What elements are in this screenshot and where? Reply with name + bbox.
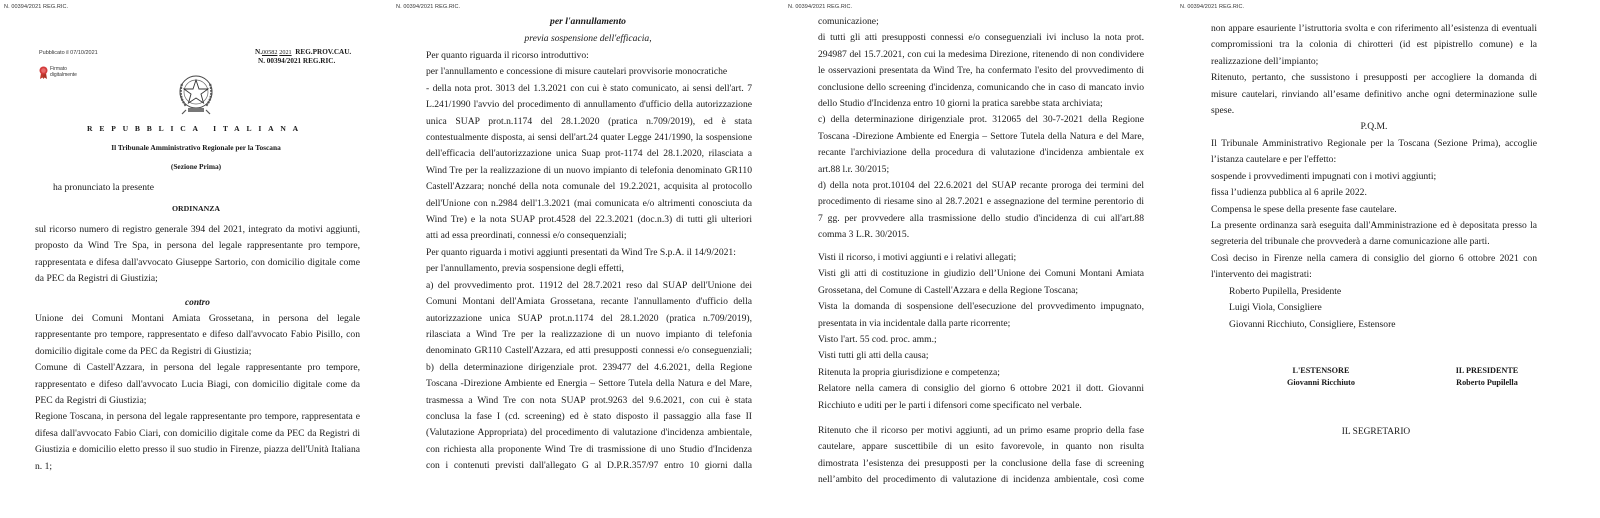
publication-date: Pubblicato il 07/10/2021 <box>39 50 98 56</box>
text-line: unica SUAP prot.n.1174 del 28.1.2020 (pratica n.709/2019), ed è stata <box>426 115 752 127</box>
judge-item: Giovanni Ricchiuto, Consigliere, Estensore <box>1229 318 1396 330</box>
text-line: Visti il ricorso, i motivi aggiunti e i relativi allegati; <box>818 252 1017 263</box>
text-line: autorizzazione unica SUAP prot.n.1174 del 28.1.2020 (pratica n.709/2019), <box>426 312 752 324</box>
text-line: Visto l'art. 55 cod. proc. amm.; <box>818 334 937 346</box>
presidente-signature <box>1412 365 1562 389</box>
reg-number: 00582 <box>262 49 278 56</box>
text-line: (Valutazione Appropriata) del procedimento di valutazione d'incidenza ambientale, <box>426 427 752 439</box>
text-line: 294987 del 15.7.2021, con cui la medesima Direzione, ritenendo di non condividere <box>818 48 1144 60</box>
text-line: con i contenuti previsti dall'allegato G al D.P.R.357/97 entro 10 giorni dalla <box>426 460 752 472</box>
text-line: sospende i provvedimenti impugnati con i motivi aggiunti; <box>1211 170 1437 182</box>
presidente-title: IL PRESIDENTE <box>1455 366 1519 375</box>
text-line: spese. <box>1211 105 1235 117</box>
ruling-text <box>1211 136 1537 284</box>
text-line: c) della determinazione dirigenziale prot. 312065 del 30-7-2021 della Regione <box>818 114 1144 126</box>
text-line: non appare esauriente l’istruttoria svolta e con riferimento all’esistenza di eventuali <box>1211 23 1537 34</box>
judge-item: Luigi Viola, Consigliere <box>1229 302 1322 314</box>
seal-ribbon-icon <box>39 66 48 79</box>
text-line: b) della determinazione dirigenziale prot. 239477 del 4.6.2021, della Regione <box>426 361 752 373</box>
text-line: conclusa la fase I (cd. screening) ed è stato disposto il passaggio alla fase II <box>426 410 752 422</box>
text-line: difesa dall'avvocato Fabio Ciari, con domicilio digitale come da PEC da Registri di <box>35 427 360 439</box>
text-line: di tutti gli atti presupposti connessi e/o conseguenziali ivi incluso la nota prot. <box>818 32 1144 44</box>
text-line: le osservazioni presentata da Wind Tre, ha confermato l'esito del provvedimento di <box>818 65 1144 77</box>
respondents-paragraph <box>35 311 360 475</box>
reasoning-text <box>818 423 1144 489</box>
text-line: misure cautelari, rinviando all’esame definitivo anche ogni determinazione sulle <box>1211 88 1537 100</box>
section-heading: (Sezione Prima) <box>170 162 222 171</box>
text-line: nell’ambito del procedimento di valutazione di incidenza ambientale, così come <box>818 474 1144 486</box>
text-line: Wind Tre) e la nota SUAP prot.4528 del 22.3.2021 (doc.n.3) di tutti gli ulteriori <box>426 214 752 226</box>
text-line: dell'Unione con n.2984 dell'1.3.2021 (mai comunicata e/o altrimenti conosciuta da <box>426 197 752 209</box>
suspension-heading: previa sospensione dell'efficacia, <box>524 33 652 44</box>
text-line: Regione Toscana, in persona del legale rappresentante pro tempore, rappresentata e <box>35 411 360 423</box>
text-line: Comuni Montani dell'Amiata Grossetana, recante l'annullamento d'ufficio della <box>426 296 752 308</box>
text-line: Wind Tre per la realizzazione di un nuovo impianto di telefonia denominato GR110 <box>426 164 752 176</box>
text-line: l'intervento dei magistrati: <box>1211 269 1312 281</box>
text-line: domicilio digitale come da PEC da Registri di Giustizia; <box>35 345 252 357</box>
running-header: N. 00394/2021 REG.RIC. <box>1180 4 1245 10</box>
text-line: Per quanto riguarda il ricorso introduttivo: <box>426 50 589 61</box>
text-line: proposto da Wind Tre Spa, in persona del legale rappresentante pro tempore, <box>35 240 360 252</box>
republic-heading: REPUBBLICA ITALIANA <box>87 124 305 133</box>
text-line: presentata in via incidentale dalla parte ricorrente; <box>818 317 1011 329</box>
text-line: trasmessa a Wind Tre con nota SUAP prot.9263 del 9.6.2021, con cui è stata <box>426 394 752 406</box>
reasoning-continued-text <box>1211 21 1537 119</box>
text-line: procedimento di riesame sino al 28.7.2021 e assegnazione del termine perentorio di <box>818 196 1144 208</box>
text-line: recante l'archiviazione della procedura di valutazione d'incidenza ambientale ex <box>818 147 1144 159</box>
text-line: a) del provvedimento prot. 11912 del 28.7.2021 reso dal SUAP dell'Unione dei <box>426 279 752 291</box>
text-line: Toscana -Direzione Ambiente ed Energia – Settore Tutela della Natura e del Mare, <box>426 378 752 390</box>
text-line: Unione dei Comuni Montani Amiata Grossetana, in persona del legale <box>35 313 360 324</box>
text-line: Comune di Castell'Azzara, in persona del legale rappresentante pro tempore, <box>35 362 360 374</box>
reg-prefix: N. <box>255 48 262 56</box>
text-line: La presente ordinanza sarà eseguita dall'Amministrazione ed è depositata presso la <box>1211 220 1537 232</box>
text-line: realizzazione dell’impianto; <box>1211 55 1319 67</box>
text-line: fissa l’udienza pubblica al 6 aprile 2022. <box>1211 187 1367 199</box>
document-page-1 <box>0 0 392 518</box>
text-line: per l'annullamento e concessione di misure cautelari provvisorie monocratiche <box>426 66 728 78</box>
impugned-acts-text <box>818 14 1144 244</box>
text-line: l’istanza cautelare e per l'effetto: <box>1211 154 1337 166</box>
text-line: rappresentante pro tempore, rappresentato e difeso dall'avvocato Fabio Pisillo, con <box>35 329 360 341</box>
text-line: Grossetana, del Comune di Castell'Azzara e della Regione Toscana; <box>818 284 1079 296</box>
text-line: Così deciso in Firenze nella camera di consiglio del giorno 6 ottobre 2021 con <box>1211 252 1537 264</box>
text-line: Il Tribunale Amministrativo Regionale per la Toscana (Sezione Prima), accoglie <box>1211 138 1537 149</box>
text-line: Ritenuto che il ricorso per motivi aggiunti, ad un primo esame proprio della fase <box>818 425 1144 436</box>
judge-item: Roberto Pupilella, Presidente <box>1229 286 1342 297</box>
judges-list <box>1229 284 1529 333</box>
text-line: Ritenuta la propria giurisdizione e competenza; <box>818 366 1000 378</box>
text-line: rappresentato e difeso dall'avvocato Lucia Biagi, con domicilio digitale come da <box>35 378 360 390</box>
segretario-signature: IL SEGRETARIO <box>1341 427 1411 437</box>
text-line: 7 gg. per provvedere alla trasmissione dello studio d'incidenza di cui all'art.88 <box>818 212 1144 224</box>
running-header: N. 00394/2021 REG.RIC. <box>788 4 853 10</box>
text-line: contestualmente disposta, ai sensi dell'art.24 quater Legge 241/1990, la sospensione <box>426 132 752 144</box>
text-line: compromissioni tra la colonia di chirotteri (id est pipistrello comune) e la <box>1211 39 1537 51</box>
text-line: Visti tutti gli atti della causa; <box>818 350 929 362</box>
italian-republic-emblem-icon <box>176 72 216 116</box>
running-header: N. 00394/2021 REG.RIC. <box>396 4 461 10</box>
reg-prov: REG.PROV.CAU. <box>295 48 352 56</box>
text-line: rappresentata e difesa dall'avvocato Giuseppe Sartorio, con domicilio digitale come <box>35 256 360 268</box>
estensore-signature <box>1246 365 1396 389</box>
stamp-line-2: digitalmente <box>50 72 77 78</box>
text-line: Vista la domanda di sospensione dell'esecuzione del provvedimento impugnato, <box>818 301 1144 313</box>
text-line: Giustizia e domicilio eletto presso il suo studio in Firenze, piazza dell'Unità Italiana <box>35 444 360 456</box>
reg-ric: N. 00394/2021 REG.RIC. <box>258 57 336 65</box>
text-line: con richiesta alla proponente Wind Tre di trasmissione di uno Studio d'Incidenza <box>426 443 752 455</box>
estensore-title: L'ESTENSORE <box>1292 366 1350 375</box>
ordinance-heading: ORDINANZA <box>171 204 221 213</box>
pronounced-line: ha pronunciato la presente <box>53 182 154 193</box>
text-line: da PEC da Registri di Giustizia; <box>35 273 158 285</box>
text-line: n. 1; <box>35 460 53 472</box>
text-line: art.88 l.r. 30/2015; <box>818 163 890 175</box>
text-line: comma 3 L.R. 30/2015. <box>818 229 910 241</box>
registry-numbers <box>255 48 351 66</box>
presidente-name: Roberto Pupilella <box>1456 378 1518 387</box>
text-line: segreteria del tribunale che provvederà a darne comunicazione alle parti. <box>1211 236 1490 248</box>
text-line: Per quanto riguarda i motivi aggiunti presentati da Wind Tre S.p.A. il 14/9/2021: <box>426 246 736 258</box>
digital-signature-stamp <box>39 66 77 79</box>
text-line: per l'annullamento, previa sospensione degli effetti, <box>426 263 624 275</box>
reg-year: 2021 <box>279 49 292 56</box>
text-line: - della nota prot. 3013 del 1.3.2021 con cui è stato comunicato, ai sensi dell'art. 7 <box>426 82 752 94</box>
text-line: sul ricorso numero di registro generale 394 del 2021, integrato da motivi aggiunti, <box>35 224 360 235</box>
text-line: dello Studio d'Incidenza entro 10 giorni la pratica sarebbe stata archiviata; <box>818 98 1103 110</box>
stamp-line-1: Firmato <box>50 66 67 72</box>
pqm-heading: P.Q.M. <box>1360 121 1388 132</box>
annulment-heading: per l'annullamento <box>550 16 626 27</box>
text-line: dimostrata l’esistenza dei presupposti per la conclusione della fase di screening <box>818 457 1144 469</box>
text-line: rilasciata a Wind Tre per la realizzazione di un nuovo impianto di telefonia <box>426 328 752 340</box>
text-line: Castell'Azzara; nonché della nota comunale del 19.2.2021, acquisita al protocollo <box>426 181 752 193</box>
document-page-2 <box>392 0 784 518</box>
text-line: atti ad essa preordinati, connessi e/o consequenziali; <box>426 230 627 242</box>
estensore-name: Giovanni Ricchiuto <box>1286 378 1355 387</box>
text-line: Relatore nella camera di consiglio del giorno 6 ottobre 2021 il dott. Giovanni <box>818 383 1144 395</box>
introductory-appeal-text <box>426 48 752 475</box>
text-line: Ricchiuto e uditi per le parti i difensori come specificato nel verbale. <box>818 399 1082 411</box>
text-line: denominato GR110 Castell'Azzara, ed atti presupposti connessi e/o conseguenziali; <box>426 345 752 357</box>
text-line: L.241/1990 l'avvio del procedimento di annullamento d'ufficio della autorizzazione <box>426 99 752 111</box>
text-line: cautelare, appare suscettibile di un esito favorevole, in quanto non risulta <box>818 441 1144 453</box>
document-page-4 <box>1176 0 1600 518</box>
document-page-3 <box>784 0 1176 518</box>
tribunal-heading: Il Tribunale Amministrativo Regionale per la Toscana <box>111 143 281 152</box>
text-line: comunicazione; <box>818 16 879 27</box>
recitals-text <box>818 250 1144 414</box>
contro-heading: contro <box>184 298 210 308</box>
text-line: Visti gli atti di costituzione in giudizio dell’Unione dei Comuni Montani Amiata <box>818 268 1144 280</box>
text-line: dell'efficacia dell'autorizzazione unica Suap prot-1174 del 28.1.2020, rilasciata a <box>426 148 752 160</box>
running-header: N. 00394/2021 REG.RIC. <box>4 4 69 10</box>
text-line: Ritenuto, pertanto, che sussistono i presupposti per accogliere la domanda di <box>1211 72 1537 84</box>
text-line: Toscana -Direzione Ambiente ed Energia – Settore Tutela della Natura e del Mare, <box>818 130 1144 142</box>
text-line: Compensa le spese della presente fase cautelare. <box>1211 203 1397 215</box>
text-line: PEC da Registri di Giustizia; <box>35 395 147 407</box>
text-line: d) della nota prot.10104 del 22.6.2021 del SUAP recante proroga dei termini del <box>818 180 1144 192</box>
applicant-paragraph <box>35 222 360 288</box>
text-line: conclusione dello screening d'incidenza, comunicando che in caso di mancato invio <box>818 81 1144 93</box>
